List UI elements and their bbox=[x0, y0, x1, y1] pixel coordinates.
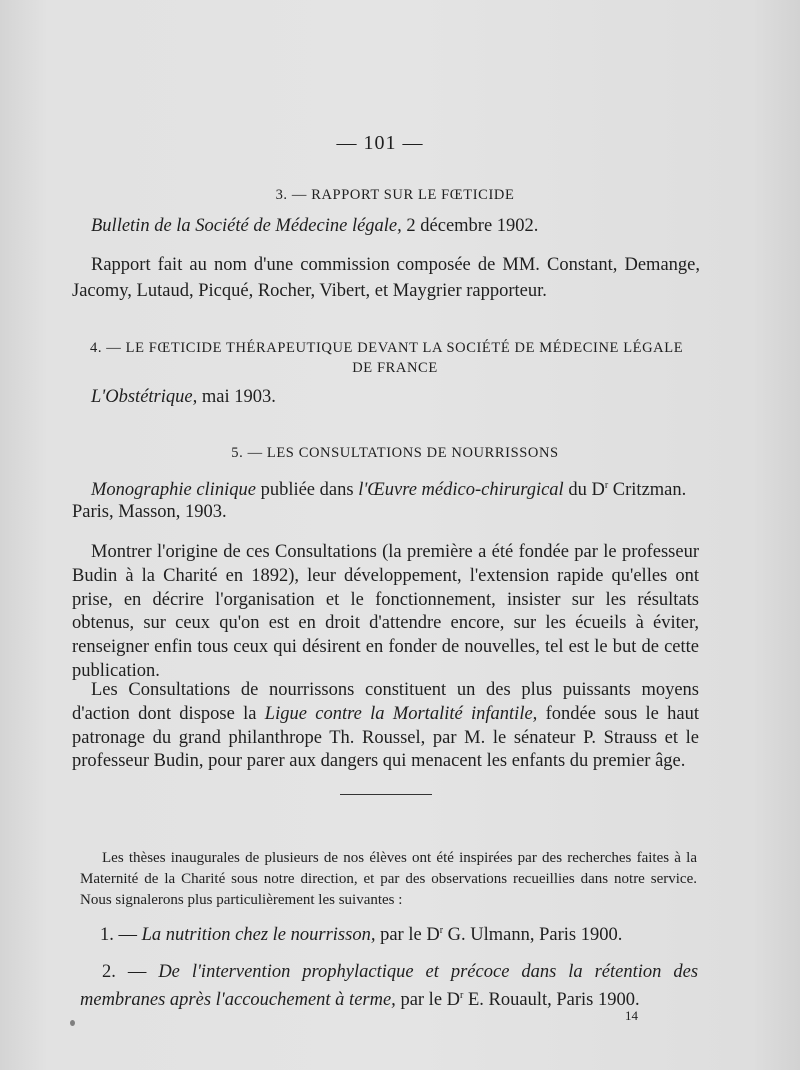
section-5-paragraph-1: Montrer l'origine de ces Consultations (la première a été fondée par le professeur Budin à la Charité en 1892), leur développement, l'extension rapide qu'elles ont prise, en décrire l'organisation et le fonctionnement, insister sur les résultats obtenus, sur ceux qu'on est en droit d'attendre encore, sur les écueils à éviter, renseigner enfin tous ceux qui désirent en fonder de nouvelles, tel est le but de cette publication. bbox=[72, 542, 699, 681]
section-5-author: Critzman. bbox=[612, 480, 687, 501]
thesis-1-title: La nutrition chez le nourrisson, bbox=[141, 925, 376, 946]
section-5-publisher: Paris, Masson, 1903. bbox=[72, 502, 227, 522]
section-3-heading: 3. — RAPPORT SUR LE FŒTICIDE bbox=[275, 187, 515, 203]
section-4-heading-line2: DE FRANCE bbox=[352, 360, 438, 376]
section-4-date: mai 1903. bbox=[201, 387, 276, 407]
section-5-heading: 5. — LES CONSULTATIONS DE NOURRISSONS bbox=[231, 445, 559, 461]
section-5-journal: l'Œuvre médico-chirurgical bbox=[358, 480, 564, 501]
section-5-paragraph-2-start: Les Consultations de nourrissons constituent un des plus puissants moyens d'action dont dispose la bbox=[72, 680, 699, 724]
thesis-item-2 bbox=[80, 960, 698, 1012]
page-number: — 101 — bbox=[336, 132, 424, 154]
section-5-published-in: publiée dans bbox=[260, 480, 354, 501]
section-5-monograph: Monographie clinique bbox=[91, 480, 256, 501]
section-5-paragraph-2-end: fondée sous le haut patronage du grand philanthrope Th. Roussel, par M. le sénateur P. Strauss et le professeur Budin, pour parer aux dangers qui menacent les enfants du premier âge. bbox=[72, 703, 699, 772]
section-5-du: du D bbox=[568, 480, 605, 501]
thesis-2-number: 2. — bbox=[102, 962, 147, 982]
section-3-date: 2 décembre 1902. bbox=[406, 216, 539, 236]
thesis-2-title: De l'intervention prophylactique et précoce dans la rétention des membranes après l'accouchement à terme, bbox=[80, 962, 699, 1011]
theses-intro: Les thèses inaugurales de plusieurs de nos élèves ont été inspirées par des recherches faites à la Maternité de la Charité sous notre direction, et par des observations recueillies dans notre service. Nous signalerons plus particulièrement les suivantes : bbox=[80, 850, 697, 908]
thesis-2-author: E. Rouault, Paris 1900. bbox=[468, 990, 640, 1011]
section-4-journal: L'Obstétrique, bbox=[91, 387, 198, 407]
section-4-heading-line1: 4. — LE FŒTICIDE THÉRAPEUTIQUE DEVANT LA SOCIÉTÉ DE MÉDECINE LÉGALE bbox=[90, 340, 684, 356]
section-5-sup: r bbox=[604, 480, 609, 491]
section-5-league-name: Ligue contre la Mortalité infantile, bbox=[264, 703, 538, 724]
thesis-1-author: G. Ulmann, Paris 1900. bbox=[447, 925, 623, 946]
section-3-paragraph: Rapport fait au nom d'une commission composée de MM. Constant, Demange, Jacomy, Lutaud, Picqué, Rocher, Vibert, et Maygrier rapporteur. bbox=[72, 255, 700, 301]
section-3-citation bbox=[91, 216, 538, 237]
thesis-2-sup: r bbox=[460, 990, 464, 1001]
signature-mark: 14 bbox=[625, 1008, 638, 1023]
thesis-1-by: par le D bbox=[380, 925, 440, 946]
thesis-1-sup: r bbox=[439, 925, 444, 936]
section-5-paragraph-2 bbox=[72, 679, 699, 774]
thesis-item-1 bbox=[100, 925, 622, 946]
divider-rule bbox=[340, 794, 432, 795]
section-3-journal: Bulletin de la Société de Médecine légale, bbox=[91, 216, 402, 236]
thesis-2-by: par le D bbox=[400, 990, 461, 1011]
ink-spot bbox=[70, 1020, 75, 1026]
thesis-1-number: 1. — bbox=[100, 925, 137, 946]
section-4-citation bbox=[91, 387, 276, 408]
section-5-citation bbox=[91, 480, 711, 501]
